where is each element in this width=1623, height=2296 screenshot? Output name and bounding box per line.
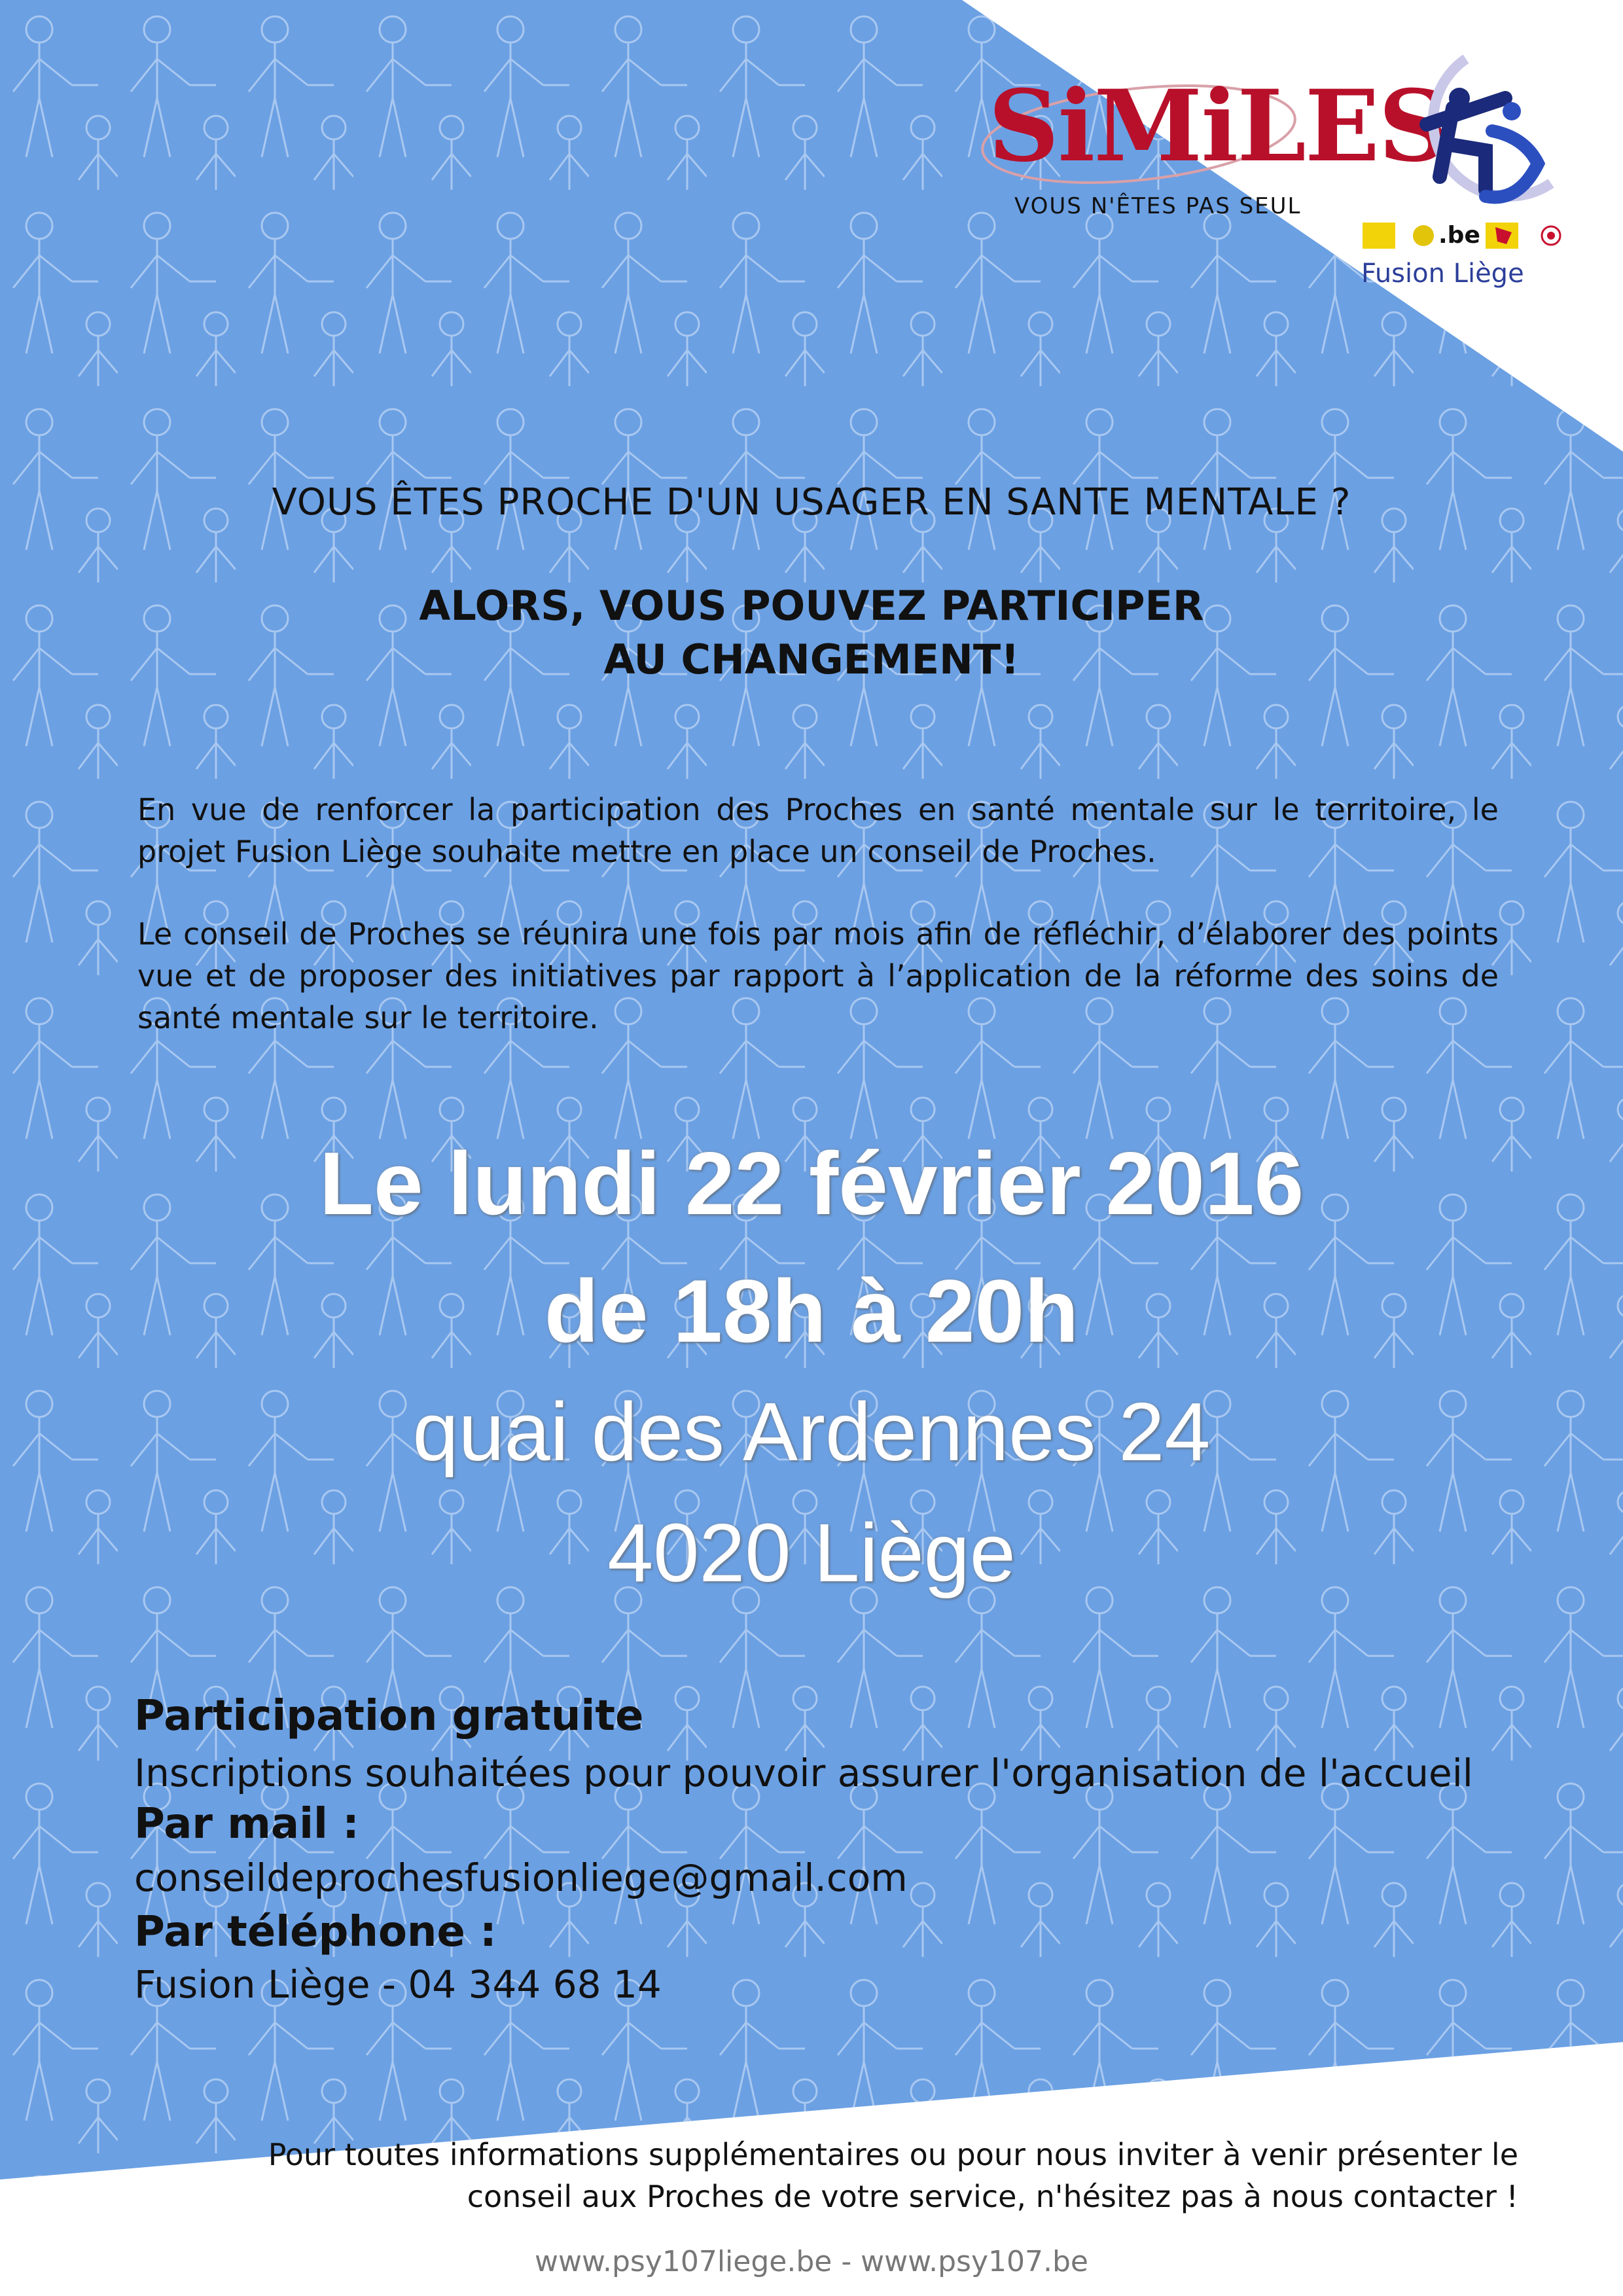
event-time: de 18h à 20h [544, 1261, 1079, 1361]
intro-paragraph: En vue de renforcer la participation des Proches en santé mentale sur le territoire, le projet Fusion Liège souhaite mettre en place un conseil de Proches. [137, 792, 1499, 869]
be-label: .be [1438, 222, 1480, 249]
footer-info-line-1: Pour toutes informations supplémentaires ou pour nous inviter à venir présenter le [268, 2137, 1518, 2172]
headline-question: VOUS ÊTES PROCHE D'UN USAGER EN SANTE MENTALE ? [272, 481, 1351, 524]
headline-cta [0, 579, 1623, 687]
footer-info [131, 2134, 1518, 2217]
similes-logo [975, 69, 1448, 223]
fusion-liege-logo [1355, 52, 1577, 308]
council-paragraph: Le conseil de Proches se réunira une fois par mois afin de réfléchir, d’élaborer des points vue et de proposer des initiatives par rapport à l’application de la réforme des soins de santé mentale sur le territoire. [137, 916, 1499, 1035]
footer-urls: www.psy107liege.be - www.psy107.be [535, 2245, 1088, 2278]
inscription-note: Inscriptions souhaitées pour pouvoir assurer l'organisation de l'accueil [134, 1751, 1473, 1795]
event-address-street: quai des Ardennes 24 [412, 1386, 1211, 1478]
phone-heading: Par téléphone : [134, 1908, 497, 1956]
cta-line-1: ALORS, VOUS POUVEZ PARTICIPER [419, 582, 1204, 630]
contact-email: conseildeprochesfusionliege@gmail.com [134, 1856, 908, 1900]
similes-tagline: VOUS N'ÊTES PAS SEUL [1014, 193, 1302, 219]
fleur-de-lis-icon [1413, 225, 1434, 246]
footer-info-line-2: conseil aux Proches de votre service, n'hésitez pas à nous contacter ! [467, 2179, 1518, 2214]
similes-logo-word: SiMiLES [988, 69, 1448, 184]
region-emblems [1361, 219, 1571, 252]
cta-line-2: AU CHANGEMENT! [603, 636, 1020, 683]
fusion-emblem-icon [1355, 52, 1577, 216]
event-address-city: 4020 Liège [607, 1507, 1016, 1599]
event-date: Le lundi 22 février 2016 [319, 1134, 1304, 1233]
participation-heading: Participation gratuite [134, 1692, 644, 1740]
contact-phone: Fusion Liège - 04 344 68 14 [134, 1962, 662, 2007]
fusion-liege-wordmark: Fusion Liège [1361, 259, 1524, 289]
flanders-lion-icon [1363, 223, 1395, 249]
mail-heading: Par mail : [134, 1800, 359, 1848]
